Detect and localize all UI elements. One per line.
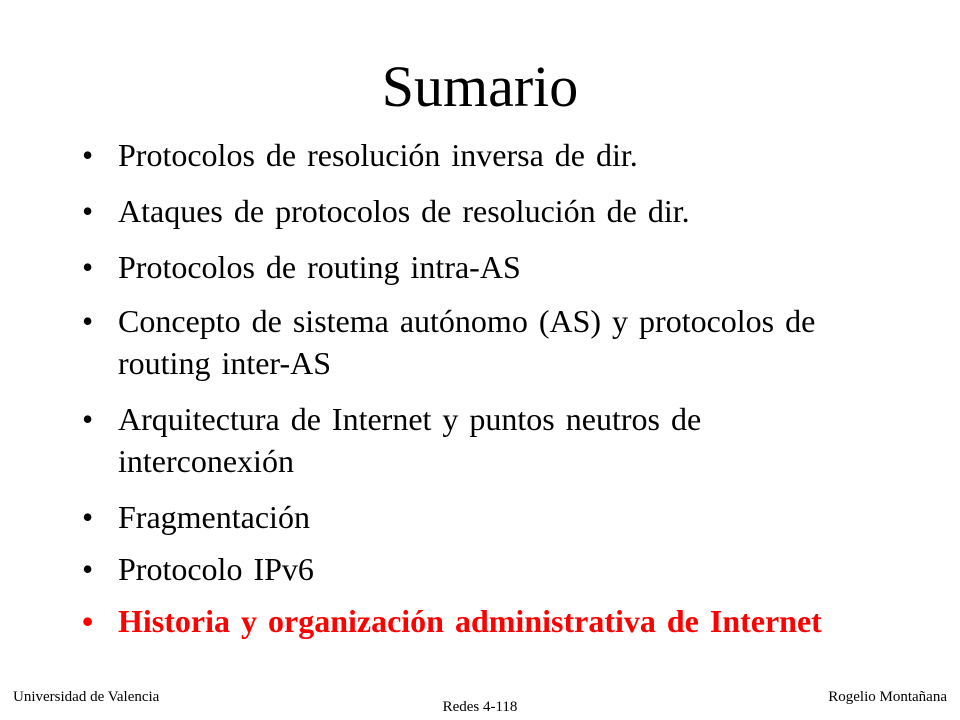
bullet-text: Protocolos de resolución inversa de dir. — [118, 137, 638, 173]
bullet-text: Fragmentación — [118, 499, 310, 535]
slide-title: Sumario — [381, 54, 579, 119]
bullet-text: Historia y organización administrativa de Internet — [118, 603, 822, 639]
bullet-dot-icon: • — [82, 249, 94, 285]
bullet-item-highlighted — [82, 600, 882, 642]
bullet-dot-icon: • — [82, 401, 94, 437]
footer-slide-number: Redes 4-118 — [442, 699, 518, 715]
bullet-item — [82, 246, 882, 288]
bullet-text: Protocolo IPv6 — [118, 551, 314, 587]
bullet-item — [82, 134, 882, 176]
bullet-item — [82, 548, 882, 590]
bullet-dot-icon: • — [82, 551, 94, 587]
bullet-dot-icon: • — [82, 137, 94, 173]
bullet-item — [82, 398, 882, 482]
bullet-text: Ataques de protocolos de resolución de dir. — [118, 193, 690, 229]
bullet-item — [82, 190, 882, 232]
footer-author: Rogelio Montañana — [828, 689, 947, 705]
bullet-item — [82, 300, 882, 384]
bullet-dot-icon: • — [82, 303, 94, 339]
bullet-dot-icon: • — [82, 499, 94, 535]
bullet-dot-icon: • — [82, 603, 94, 639]
footer-university: Universidad de Valencia — [13, 689, 160, 705]
bullet-dot-icon: • — [82, 193, 94, 229]
bullet-text: Concepto de sistema autónomo (AS) y protocolos de routing inter-AS — [118, 303, 816, 381]
bullet-text: Arquitectura de Internet y puntos neutros de interconexión — [118, 401, 702, 479]
bullet-text: Protocolos de routing intra-AS — [118, 249, 521, 285]
bullet-item — [82, 496, 882, 538]
